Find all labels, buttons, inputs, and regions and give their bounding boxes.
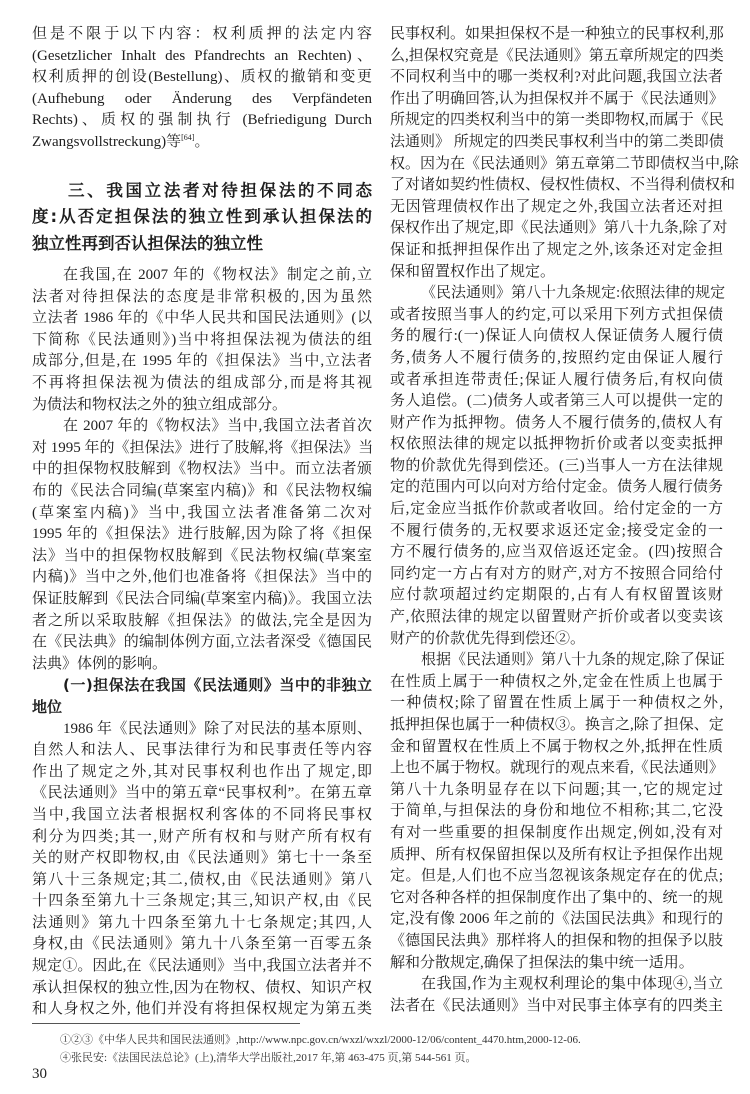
text-line: 下简称《民法通则》)当中将担保法视为债法的组: [32, 331, 372, 348]
text-line: 根据《民法通则》第八十九条的规定,除了保证: [421, 652, 725, 669]
text-line: Zwangsvollstreckung)等[64]。: [32, 132, 210, 150]
text-line: (一)担保法在我国《民法通则》当中的非独立: [63, 676, 372, 695]
text-line: 法通则》 所规定的四类民事权利当中的第二类即债: [390, 133, 724, 150]
text-line: 不同权利当中的哪一类权利?对此问题,我国立法者: [390, 69, 723, 86]
text-line: 保权作出了规定,即《民法通则》第八十九条,除了对: [390, 220, 728, 237]
paragraph: [390, 974, 723, 1017]
text-line: 身权,由《民法通则》第九十八条至第一百零五条: [32, 936, 372, 953]
text-line: 了对诸如契约性债权、侵权性债权、不当得利债权和: [390, 177, 736, 194]
text-line: 承认担保权的独立性,因为在物权、债权、知识产权: [32, 979, 372, 996]
text-line: 或者承担连带责任;保证人履行债务后,有权向债: [390, 371, 723, 388]
text-line: 质押、所有权保留担保以及所有权让予担保作出规: [390, 846, 723, 863]
text-line: 务,债务人不履行债务的,按照约定由保证人履行: [390, 349, 723, 366]
text-line: (Gesetzlicher Inhalt des Pfandrechts an Rechten)、: [32, 47, 372, 64]
text-line: 上也不属于物权。就现行的观点来看,《民法通则》: [390, 760, 724, 777]
paragraph: [390, 24, 739, 283]
text-line: 对 1995 年的《担保法》进行了肢解,将《担保法》当: [32, 439, 374, 456]
text-line: Rechts)、质权的强制执行 (Befriedigung Durch: [32, 112, 372, 129]
text-line: 利分为四类;其一,财产所有权和与财产所有权有: [32, 828, 372, 845]
text-line: 方不履行债务的,应当双倍返还定金。(四)按照合: [390, 544, 723, 561]
text-line: 立法者 1986 年的《中华人民共和国民法通则》(以: [32, 310, 372, 327]
text-line: (草案室内稿)》当中,我国立法者准备第二次对: [32, 504, 372, 521]
text-line: 无因管理债权作出了规定之外,我国立法者还对担: [390, 198, 723, 215]
page-number: 30: [32, 1066, 47, 1082]
text-line: 为债法和物权法之外的独立组成部分。: [32, 396, 288, 413]
text-line: 或者按照当事人的约定,可以采用下列方式担保债: [390, 306, 723, 323]
text-line: 权利质押的创设(Bestellung)、质权的撤销和变更: [32, 69, 372, 86]
text-line: 1986 年《民法通则》除了对民法的基本原则、: [63, 720, 372, 737]
text-line: 但是不限于以下内容：权利质押的法定内容: [32, 26, 372, 42]
right-column: [390, 24, 739, 1017]
text-line: 财产的价款优先得到偿还②。: [390, 630, 586, 647]
paragraph: [32, 265, 372, 416]
text-line: 法》当中的担保物权肢解到《民法物权编(草案室: [32, 547, 372, 564]
text-line: 中的担保物权肢解到《物权法》当中。而立法者颁: [32, 461, 372, 478]
text-line: 权依照法律的规定以抵押物折价或者以变卖抵押: [390, 436, 723, 453]
paragraph: [32, 719, 372, 1021]
text-line: 不履行债务的,无权要求返还定金;接受定金的一: [390, 522, 723, 539]
text-line: 财产作为抵押物。债务人不履行债务的,债权人有: [390, 414, 723, 431]
text-line: 后,定金应当抵作价款或者收回。给付定金的一方: [390, 501, 723, 518]
text-line: 布的《民法合同编(草案室内稿)》和《民法物权编: [32, 483, 372, 499]
text-line: 务人追偿。(二)债务人或者第三人可以提供一定的: [390, 393, 723, 410]
text-line: 1995 年的《担保法》进行肢解,因为除了将《担保: [32, 526, 372, 543]
citation-reference: [64]: [181, 132, 195, 142]
text-line: 同约定一方占有对方的财产,对方不按照合同给付: [390, 565, 723, 582]
left-column: [32, 24, 372, 1021]
text-line: 在《民法典》的编制体例方面,立法者深受《德国民: [32, 634, 372, 651]
text-line: 法典》体例的影响。: [32, 655, 168, 672]
text-line: 成部分,但是,在 1995 年的《担保法》当中,立法者: [32, 353, 372, 370]
subsection-heading: [32, 675, 372, 718]
text-line: 《民法通则》第八十九条规定:依照法律的规定: [421, 285, 726, 302]
text-line: 法通则》第九十四条至第九十七条规定;其四,人: [32, 914, 372, 931]
text-line: 抵押担保也属于一种债权③。换言之,除了担保、定: [390, 717, 724, 733]
text-line: 定的范围内可以向对方给付定金。债务人履行债务: [390, 479, 723, 496]
text-line: 定。但是,人们也不应当忽视该条规定存在的优点;: [390, 868, 723, 885]
text-line: 度:从否定担保法的独立性到承认担保法的: [32, 207, 372, 227]
text-line: 务的履行:(一)保证人向债权人保证债务人履行债: [390, 328, 723, 345]
text-line: 定,没有像 2006 年之前的《法国民法典》和现行的: [390, 911, 723, 928]
footnote: ④张民安:《法国民法总论》(上),清华大学出版社,2017 年,第 463-475 页,第 544-561 页。: [60, 1052, 477, 1064]
text-line: 于简单,与担保法的身份和地位不相称;其二,它没: [390, 803, 723, 820]
text-line: 保证和抵押担保作出了规定之外,该条还对定金担: [390, 241, 723, 258]
paragraph: [32, 416, 372, 675]
text-line: 关的财产权即物权,由《民法通则》第七十一条至: [32, 850, 372, 867]
text-line: 物的价款优先得到偿还。(三)当事人一方在法律规: [390, 457, 723, 474]
text-line: 《德国民法典》那样将人的担保和物的担保予以肢: [390, 932, 723, 949]
text-line: 么,担保权究竟是《民法通则》第五章所规定的四类: [390, 47, 724, 64]
text-line: 金和留置权在性质上不属于物权之外,抵押在性质: [390, 738, 723, 755]
text-line: 在 2007 年的《物权法》当中,我国立法者首次: [63, 418, 372, 435]
text-line: 解和分散规定,确保了担保法的集中统一适用。: [390, 954, 694, 971]
text-line: 第八十九条明显存在以下问题;其一,它的规定过: [390, 781, 723, 798]
paragraph: [32, 24, 372, 154]
text-line: 地位: [32, 697, 63, 716]
text-line: 在我国,在 2007 年的《物权法》制定之前,立: [63, 267, 372, 284]
text-line: 当中,我国立法者根据权利客体的不同将民事权: [32, 806, 372, 823]
text-line: 内稿)》当中之外,他们也准备将《担保法》当中的: [32, 569, 372, 586]
text-line: 法者对待担保法的态度是非常积极的,因为虽然: [32, 288, 372, 305]
text-line: 十四条至第九十三条规定;其三,知识产权,由《民: [32, 893, 372, 910]
text-line: 法者在《民法通则》当中对民事主体享有的四类主: [390, 997, 723, 1014]
footnote-divider: [32, 1023, 300, 1024]
paragraph: [390, 283, 726, 650]
text-line: 所规定的四类权利当中的第一类即物权,而属于《民: [390, 112, 724, 129]
text-line: 保和留置权作出了规定。: [390, 263, 556, 280]
section-heading: [32, 178, 372, 258]
text-line: 民事权利。如果担保权不是一种独立的民事权利,那: [390, 26, 724, 42]
text-line: 应付款项超过约定期限的,占有人有权留置该财: [390, 587, 723, 604]
paragraph: [390, 650, 723, 974]
text-line: 《民法通则》当中的第五章“民事权利”。在第五章: [32, 785, 372, 802]
text-line: 规定①。因此,在《民法通则》当中,我国立法者并不: [32, 958, 372, 975]
text-line: 在我国,作为主观权利理论的集中体现④,当立: [421, 976, 723, 993]
text-line: 和人身权之外, 他们并没有将担保权规定为第五类: [32, 1001, 372, 1018]
text-line: 保证肢解到《民法合同编(草案室内稿)》。我国立法: [32, 590, 372, 607]
text-line: 作出了规定之外,其对民事权利也作出了规定,即: [32, 763, 372, 780]
text-line: 第八十三条规定;其二,债权,由《民法通则》第八: [32, 871, 372, 888]
footnote: ①②③《中华人民共和国民法通则》,http://www.npc.gov.cn/wxzl/wxzl/2000-12/06/content_4470.htm,2000-12-06.: [60, 1034, 581, 1046]
text-line: 作出了明确回答,认为担保权并不属于《民法通则》: [390, 90, 724, 107]
text-line: 在性质上属于一种债权之外,定金在性质上也属于: [390, 673, 723, 690]
text-line: 它对各种各样的担保制度作出了集中的、统一的规: [390, 889, 723, 906]
text-line: 不再将担保法视为债法的组成部分,而是将其视: [32, 375, 372, 392]
text-line: 者之所以采取肢解《担保法》的做法,完全是因为: [32, 612, 372, 629]
text-line: 一种债权;除了留置在性质上属于一种债权之外,: [390, 695, 723, 712]
text-line: 三、我国立法者对待担保法的不同态: [68, 180, 372, 200]
text-line: 产,依照法律的规定以留置财产折价或者以变卖该: [390, 609, 723, 626]
text-line: 自然人和法人、民事法律行为和民事责任等内容: [32, 742, 372, 759]
text-line: 权。因为在《民法通则》第五章第二节即债权当中,除: [390, 155, 739, 172]
text-line: (Aufhebung oder Änderung des Verpfändeten: [32, 90, 372, 107]
text-line: 独立性再到否认担保法的独立性: [32, 233, 263, 253]
text-line: 有对一些重要的担保制度作出规定,例如,没有对: [390, 824, 723, 841]
